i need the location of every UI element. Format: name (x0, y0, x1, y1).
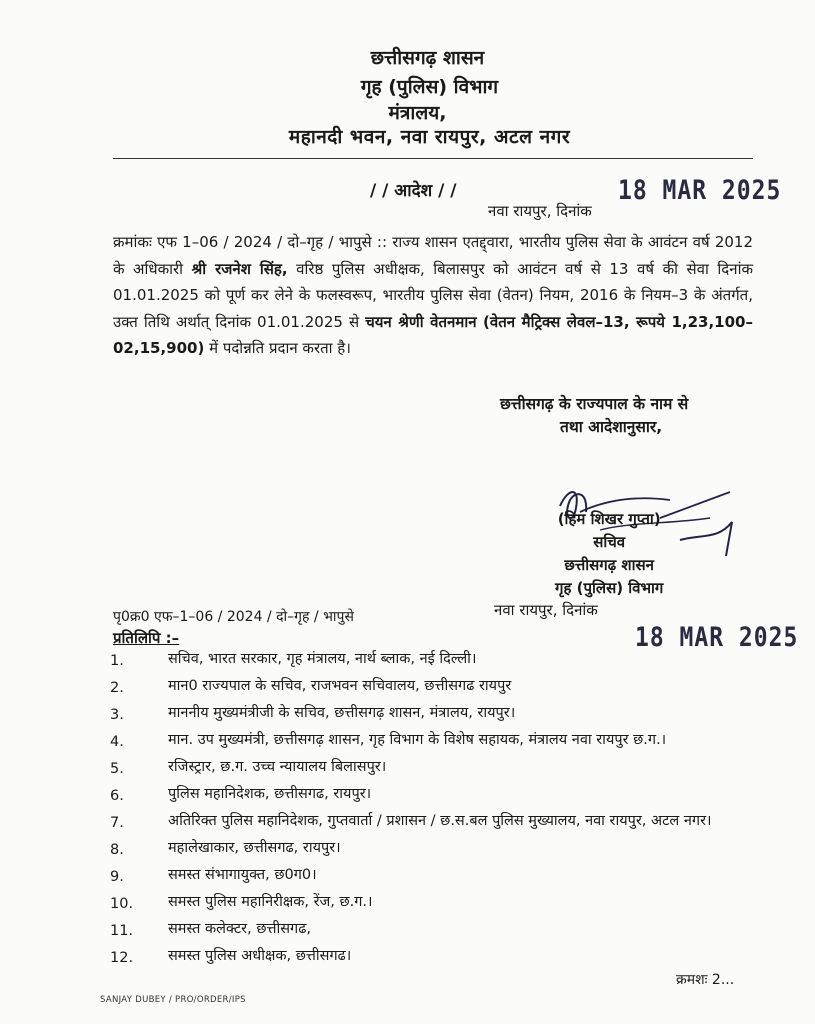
list-item-number: 9. (110, 869, 124, 885)
list-item-number: 11. (110, 923, 134, 939)
list-item-number: 7. (110, 815, 124, 831)
govt-name: छत्तीसगढ़ शासन (370, 47, 485, 69)
list-item (110, 729, 760, 754)
officer-name: श्री रजनेश सिंह, (191, 259, 288, 278)
list-item (110, 756, 760, 781)
list-item (110, 810, 760, 835)
list-item (110, 675, 760, 700)
list-item (110, 783, 760, 808)
list-item-text: अतिरिक्त पुलिस महानिदेशक, गुप्तवार्ता / प्रशासन / छ.स.बल पुलिस मुख्यालय, नवा रायपुर, अटल नगर। (168, 813, 712, 829)
list-item-text: समस्त पुलिस महानिरीक्षक, रेंज, छ.ग.। (168, 894, 373, 910)
office-address: महानदी भवन, नवा रायपुर, अटल नगर (288, 126, 571, 148)
department-name: गृह (पुलिस) विभाग (360, 76, 499, 98)
list-item (110, 864, 760, 889)
list-item (110, 702, 760, 727)
place-date-label: नवा रायपुर, दिनांक (488, 202, 592, 220)
signatory-block (555, 508, 663, 600)
continued-note: क्रमशः 2... (676, 972, 735, 988)
order-text-end: में पदोन्नति प्रदान करता है। (204, 339, 351, 357)
list-item-text: पुलिस महानिदेशक, छत्तीसगढ, रायपुर। (168, 786, 372, 802)
list-item-number: 8. (110, 842, 124, 858)
list-item-text: मान0 राज्यपाल के सचिव, राजभवन सचिवालय, छत्तीसगढ रायपुर (168, 678, 512, 694)
list-item-number: 1. (110, 653, 124, 669)
order-text-start: क्रमांकः एफ 1–06 / 2024 / दो–गृह / भापुसे :: राज्य शासन एतद्द्वारा, भारतीय पुलिस सेवा के आवंटन वर्ष 2012 के अधिकारी (113, 233, 753, 278)
authority-line2: तथा आदेशानुसार, (560, 418, 663, 436)
list-item-number: 2. (110, 680, 124, 696)
list-item (110, 648, 760, 673)
list-item-text: समस्त पुलिस अधीक्षक, छत्तीसगढ। (168, 948, 352, 964)
ministry-name: मंत्रालय, (388, 102, 447, 124)
list-item-number: 4. (110, 734, 124, 750)
order-title: / / आदेश / / (370, 181, 457, 201)
signatory-name: (हिम शिखर गुप्ता) (557, 510, 661, 528)
authority-block (500, 393, 780, 439)
copy-date-stamp: 18 MAR 2025 (635, 623, 799, 653)
header-divider (113, 158, 753, 159)
list-item-text: समस्त कलेक्टर, छत्तीसगढ, (168, 921, 311, 937)
pay-grade: चयन श्रेणी वेतनमान (वेतन मैट्रिक्स लेवल–13, रूपये 1,23,100–02,15,900) (113, 312, 753, 357)
copy-reference: पृ0क्र0 एफ–1–06 / 2024 / दो–गृह / भापुसे (113, 609, 354, 625)
copies-heading: प्रतिलिपि :– (113, 629, 180, 647)
list-item (110, 891, 760, 916)
list-item-text: सचिव, भारत सरकार, गृह मंत्रालय, नार्थ ब्लाक, नई दिल्ली। (168, 651, 477, 667)
list-item (110, 945, 760, 970)
list-item-text: रजिस्ट्रार, छ.ग. उच्च न्यायालय बिलासपुर। (168, 759, 387, 775)
authority-line1: छत्तीसगढ़ के राज्यपाल के नाम से (500, 395, 689, 413)
order-paragraph (113, 229, 753, 362)
signatory-designation: सचिव (593, 533, 626, 551)
copy-place-date-label: नवा रायपुर, दिनांक (494, 601, 598, 619)
list-item-text: मान. उप मुख्यमंत्री, छत्तीसगढ़ शासन, गृह विभाग के विशेष सहायक, मंत्रालय नवा रायपुर छ.ग.। (168, 732, 667, 748)
list-item-text: समस्त संभागायुक्त, छ0ग0। (168, 867, 317, 883)
signatory-dept: गृह (पुलिस) विभाग (555, 579, 664, 597)
date-stamp: 18 MAR 2025 (618, 176, 782, 206)
list-item-text: महालेखाकार, छत्तीसगढ, रायपुर। (168, 840, 341, 856)
list-item-text: माननीय मुख्यमंत्रीजी के सचिव, छत्तीसगढ़ शासन, मंत्रालय, रायपुर। (168, 705, 516, 721)
list-item-number: 3. (110, 707, 124, 723)
signatory-govt: छत्तीसगढ़ शासन (564, 556, 654, 574)
copies-list (110, 648, 760, 972)
footer-reference: SANJAY DUBEY / PRO/ORDER/IPS (100, 995, 246, 1005)
list-item-number: 12. (110, 950, 134, 966)
order-text-mid: वरिष्ठ पुलिस अधीक्षक, बिलासपुर को आवंटन वर्ष से 13 वर्ष की सेवा दिनांक 01.01.2025 को पूर्ण कर लेने के फलस्वरूप, भारतीय पुलिस सेवा (वेतन) नियम, 2016 के नियम–3 के अंतर्गत, उक्त तिथि अर्थात् दिनांक 01.01.2025 से (113, 259, 753, 331)
list-item-number: 10. (110, 896, 134, 912)
list-item-number: 5. (110, 761, 124, 777)
list-item (110, 837, 760, 862)
list-item (110, 918, 760, 943)
list-item-number: 6. (110, 788, 124, 804)
